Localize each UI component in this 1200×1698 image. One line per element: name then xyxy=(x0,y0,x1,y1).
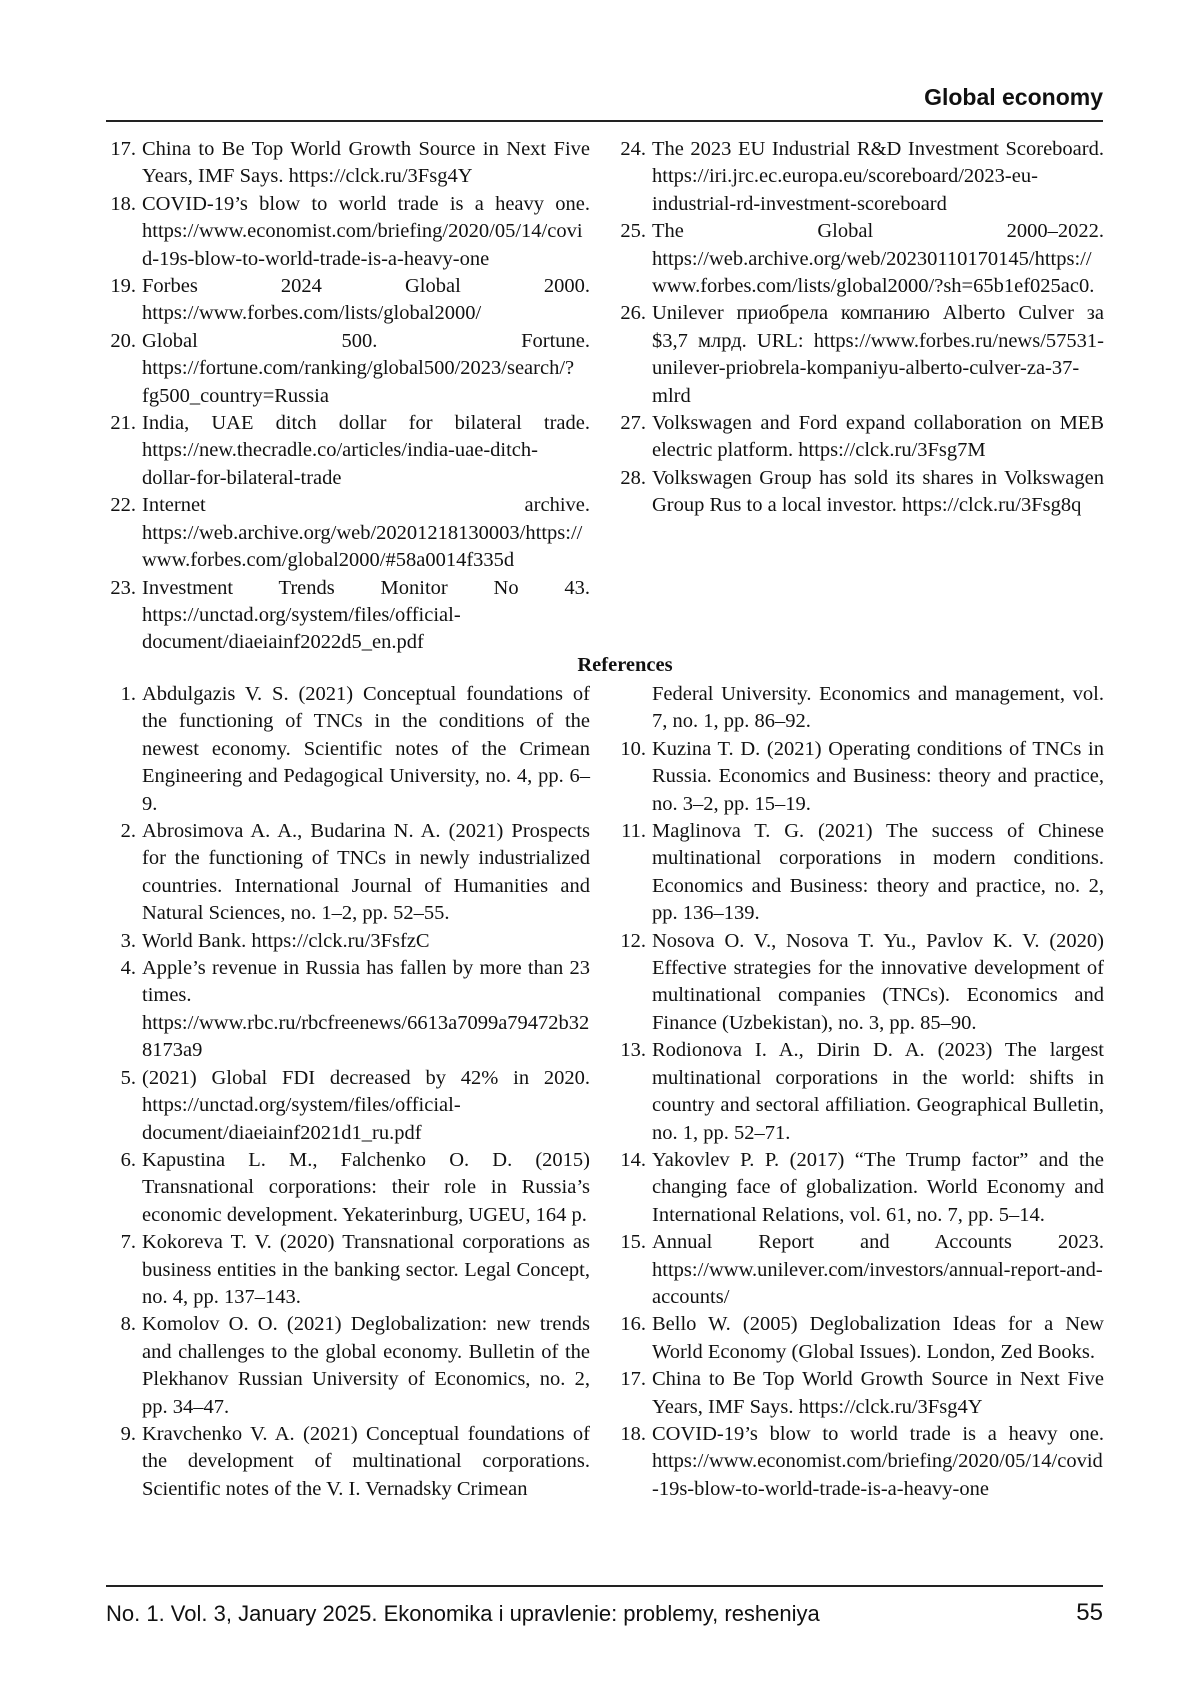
note-item-number: 17. xyxy=(110,138,136,160)
note-item-number: 27. xyxy=(620,412,646,435)
notes-right-column xyxy=(614,136,1104,520)
note-item-text: Internet archive. https://web.archive.org/web/20201218130003/https://www.forbes.com/global2000/#58a0014f335d xyxy=(142,494,590,572)
reference-item-number: 3. xyxy=(120,929,136,952)
reference-item-number: 16. xyxy=(620,1313,646,1336)
note-item xyxy=(104,492,590,574)
reference-item-number: 13. xyxy=(620,1039,646,1062)
section-title: Global economy xyxy=(924,84,1103,110)
reference-item xyxy=(614,928,1104,1038)
reference-item-number: 17. xyxy=(620,1368,646,1391)
reference-continuation: Federal University. Economics and management, vol. 7, no. 1, pp. 86–92. xyxy=(652,683,1104,733)
note-item xyxy=(104,575,590,657)
header-divider xyxy=(106,120,1103,122)
reference-item-number: 2. xyxy=(120,820,136,843)
reference-item-text: Rodionova I. A., Dirin D. A. (2023) The largest multinational corporations in the world: shifts in country and sectoral affiliation. Geographical Bulletin, no. 1, pp. 52–71. xyxy=(652,1039,1104,1144)
reference-item-text: Kapustina L. M., Falchenko O. D. (2015) Transnational corporations: their role in Russia’s economic development. Yekaterinburg, UGEU, 164 p. xyxy=(142,1148,590,1226)
note-item-number: 19. xyxy=(110,275,136,298)
reference-item-text: World Bank. https://clck.ru/3FsfzC xyxy=(142,929,430,952)
reference-item xyxy=(104,1147,590,1229)
references-left-column xyxy=(104,681,590,1503)
note-item-number: 24. xyxy=(620,138,646,160)
note-item-text: Volkswagen and Ford expand collaboration on MEB electric platform. https://clck.ru/3Fsg7M xyxy=(652,412,1104,462)
note-item-text: Unilever приобрела компанию Alberto Culver за $3,7 млрд. URL: https://www.forbes.ru/news/57531-unilever-priobrela-kompaniyu-alberto-culver-za-37-mlrd xyxy=(652,302,1104,407)
reference-item-text: Maglinova T. G. (2021) The success of Chinese multinational corporations in modern conditions. Economics and Business: theory and practice, no. 2, pp. 136–139. xyxy=(652,820,1104,925)
reference-item-number: 8. xyxy=(120,1313,136,1336)
reference-item-text: Kokoreva T. V. (2020) Transnational corporations as business entities in the banking sector. Legal Concept, no. 4, pp. 137–143. xyxy=(142,1231,590,1308)
note-item xyxy=(104,191,590,273)
reference-item-text: Kravchenko V. A. (2021) Conceptual foundations of the development of multinational corporations. Scientific notes of the V. I. Vernadsky Crimean xyxy=(142,1422,590,1500)
reference-item-number: 4. xyxy=(120,957,136,980)
note-item-number: 21. xyxy=(110,412,136,435)
references-heading: References xyxy=(577,654,673,676)
note-item-number: 20. xyxy=(110,329,136,352)
reference-item-text: Bello W. (2005) Deglobalization Ideas for a New World Economy (Global Issues). London, Zed Books. xyxy=(652,1313,1104,1363)
note-item-number: 28. xyxy=(620,466,646,489)
reference-item-number: 9. xyxy=(120,1422,136,1445)
note-item xyxy=(104,273,590,328)
note-item-text: China to Be Top World Growth Source in Next Five Years, IMF Says. https://clck.ru/3Fsg4Y xyxy=(142,138,590,188)
reference-item xyxy=(614,1229,1104,1311)
reference-item xyxy=(104,818,590,928)
reference-item-number: 10. xyxy=(620,737,646,760)
note-item-text: India, UAE ditch dollar for bilateral trade. https://new.thecradle.co/articles/india-uae-ditch-dollar-for-bilateral-trade xyxy=(142,412,590,489)
note-item xyxy=(614,410,1104,465)
note-item xyxy=(614,218,1104,300)
reference-item xyxy=(104,1065,590,1147)
reference-item-number: 7. xyxy=(120,1231,136,1254)
reference-item xyxy=(104,1421,590,1503)
note-item-number: 23. xyxy=(110,576,136,599)
reference-item xyxy=(614,818,1104,928)
reference-item-number: 1. xyxy=(120,683,136,705)
references-right-column xyxy=(614,681,1104,1503)
reference-item-text: Abdulgazis V. S. (2021) Conceptual foundations of the functioning of TNCs in the conditions of the newest economy. Scientific notes of the Crimean Engineering and Pedagogical University, no. 4, pp. 6–9. xyxy=(142,683,590,815)
reference-item-text: Apple’s revenue in Russia has fallen by more than 23 times. https://www.rbc.ru/rbcfreenews/6613a7099a79472b328173a9 xyxy=(142,957,590,1062)
reference-item xyxy=(104,681,590,818)
reference-item-number: 15. xyxy=(620,1231,646,1254)
note-item-number: 25. xyxy=(620,220,646,243)
note-item xyxy=(614,465,1104,520)
note-item-text: Forbes 2024 Global 2000. https://www.forbes.com/lists/global2000/ xyxy=(142,275,590,325)
note-item xyxy=(614,136,1104,218)
reference-item xyxy=(614,1421,1104,1503)
note-item-text: Global 500. Fortune. https://fortune.com/ranking/global500/2023/search/?fg500_country=Russia xyxy=(142,329,590,407)
reference-item-text: Yakovlev P. P. (2017) “The Trump factor” and the changing face of globalization. World Economy and International Relations, vol. 61, no. 7, pp. 5–14. xyxy=(652,1148,1104,1226)
reference-item-number: 14. xyxy=(620,1148,646,1171)
notes-left-column xyxy=(104,136,590,657)
note-item-text: The 2023 EU Industrial R&D Investment Scoreboard. https://iri.jrc.ec.europa.eu/scoreboard/2023-eu-industrial-rd-investment-scoreboard xyxy=(652,138,1104,215)
reference-item-text: COVID-19’s blow to world trade is a heavy one. https://www.economist.com/briefing/2020/05/14/covid-19s-blow-to-world-trade-is-a-heavy-one xyxy=(652,1422,1104,1500)
reference-item xyxy=(104,928,590,955)
note-item xyxy=(614,300,1104,410)
reference-item-text: Nosova O. V., Nosova T. Yu., Pavlov K. V. (2020) Effective strategies for the innovative development of multinational companies (TNCs). Economics and Finance (Uzbekistan), no. 3, pp. 85–90. xyxy=(652,929,1104,1034)
footer-divider xyxy=(106,1585,1103,1587)
note-item xyxy=(104,328,590,410)
note-item-number: 22. xyxy=(110,494,136,517)
reference-item-text: Abrosimova A. A., Budarina N. A. (2021) Prospects for the functioning of TNCs in newly industrialized countries. International Journal of Humanities and Natural Sciences, no. 1–2, pp. 52–55. xyxy=(142,820,590,925)
reference-item-number: 5. xyxy=(120,1066,136,1089)
reference-item xyxy=(614,1037,1104,1147)
reference-item-text: Komolov O. O. (2021) Deglobalization: new trends and challenges to the global economy. Bulletin of the Plekhanov Russian University of Economics, no. 2, pp. 34–47. xyxy=(142,1313,590,1418)
reference-item-text: China to Be Top World Growth Source in Next Five Years, IMF Says. https://clck.ru/3Fsg4Y xyxy=(652,1368,1104,1418)
note-item-number: 18. xyxy=(110,192,136,215)
reference-item xyxy=(104,1311,590,1421)
note-item-text: Volkswagen Group has sold its shares in Volkswagen Group Rus to a local investor. https://clck.ru/3Fsg8q xyxy=(652,466,1104,517)
reference-item xyxy=(614,1147,1104,1229)
journal-info: No. 1. Vol. 3, January 2025. Ekonomika i upravlenie: problemy, resheniya xyxy=(106,1601,820,1626)
reference-item xyxy=(104,1229,590,1311)
note-item-text: The Global 2000–2022. https://web.archive.org/web/20230110170145/https://www.forbes.com/lists/global2000/?sh=65b1ef025ac0. xyxy=(652,220,1104,298)
reference-item-number: 12. xyxy=(620,929,646,952)
reference-item xyxy=(614,1311,1104,1366)
reference-item-number: 11. xyxy=(621,820,646,843)
note-item-text: Investment Trends Monitor No 43. https://unctad.org/system/files/official-document/diaeiainf2022d5_en.pdf xyxy=(142,576,590,654)
note-item xyxy=(104,410,590,492)
page-number: 55 xyxy=(1076,1599,1103,1626)
reference-item xyxy=(104,955,590,1065)
reference-item-number: 18. xyxy=(620,1422,646,1445)
reference-item xyxy=(614,736,1104,818)
reference-item-text: Kuzina T. D. (2021) Operating conditions of TNCs in Russia. Economics and Business: theory and practice, no. 3–2, pp. 15–19. xyxy=(652,737,1104,815)
reference-item xyxy=(614,1366,1104,1421)
reference-item-number: 6. xyxy=(120,1148,136,1171)
note-item-text: COVID-19’s blow to world trade is a heavy one. https://www.economist.com/briefing/2020/05/14/covid-19s-blow-to-world-trade-is-a-heavy-one xyxy=(142,192,590,270)
note-item xyxy=(104,136,590,191)
note-item-number: 26. xyxy=(620,302,646,325)
reference-item-text: Annual Report and Accounts 2023. https://www.unilever.com/investors/annual-report-and-accounts/ xyxy=(652,1231,1104,1308)
reference-item-text: (2021) Global FDI decreased by 42% in 2020. https://unctad.org/system/files/official-document/diaeiainf2021d1_ru.pdf xyxy=(142,1066,590,1144)
